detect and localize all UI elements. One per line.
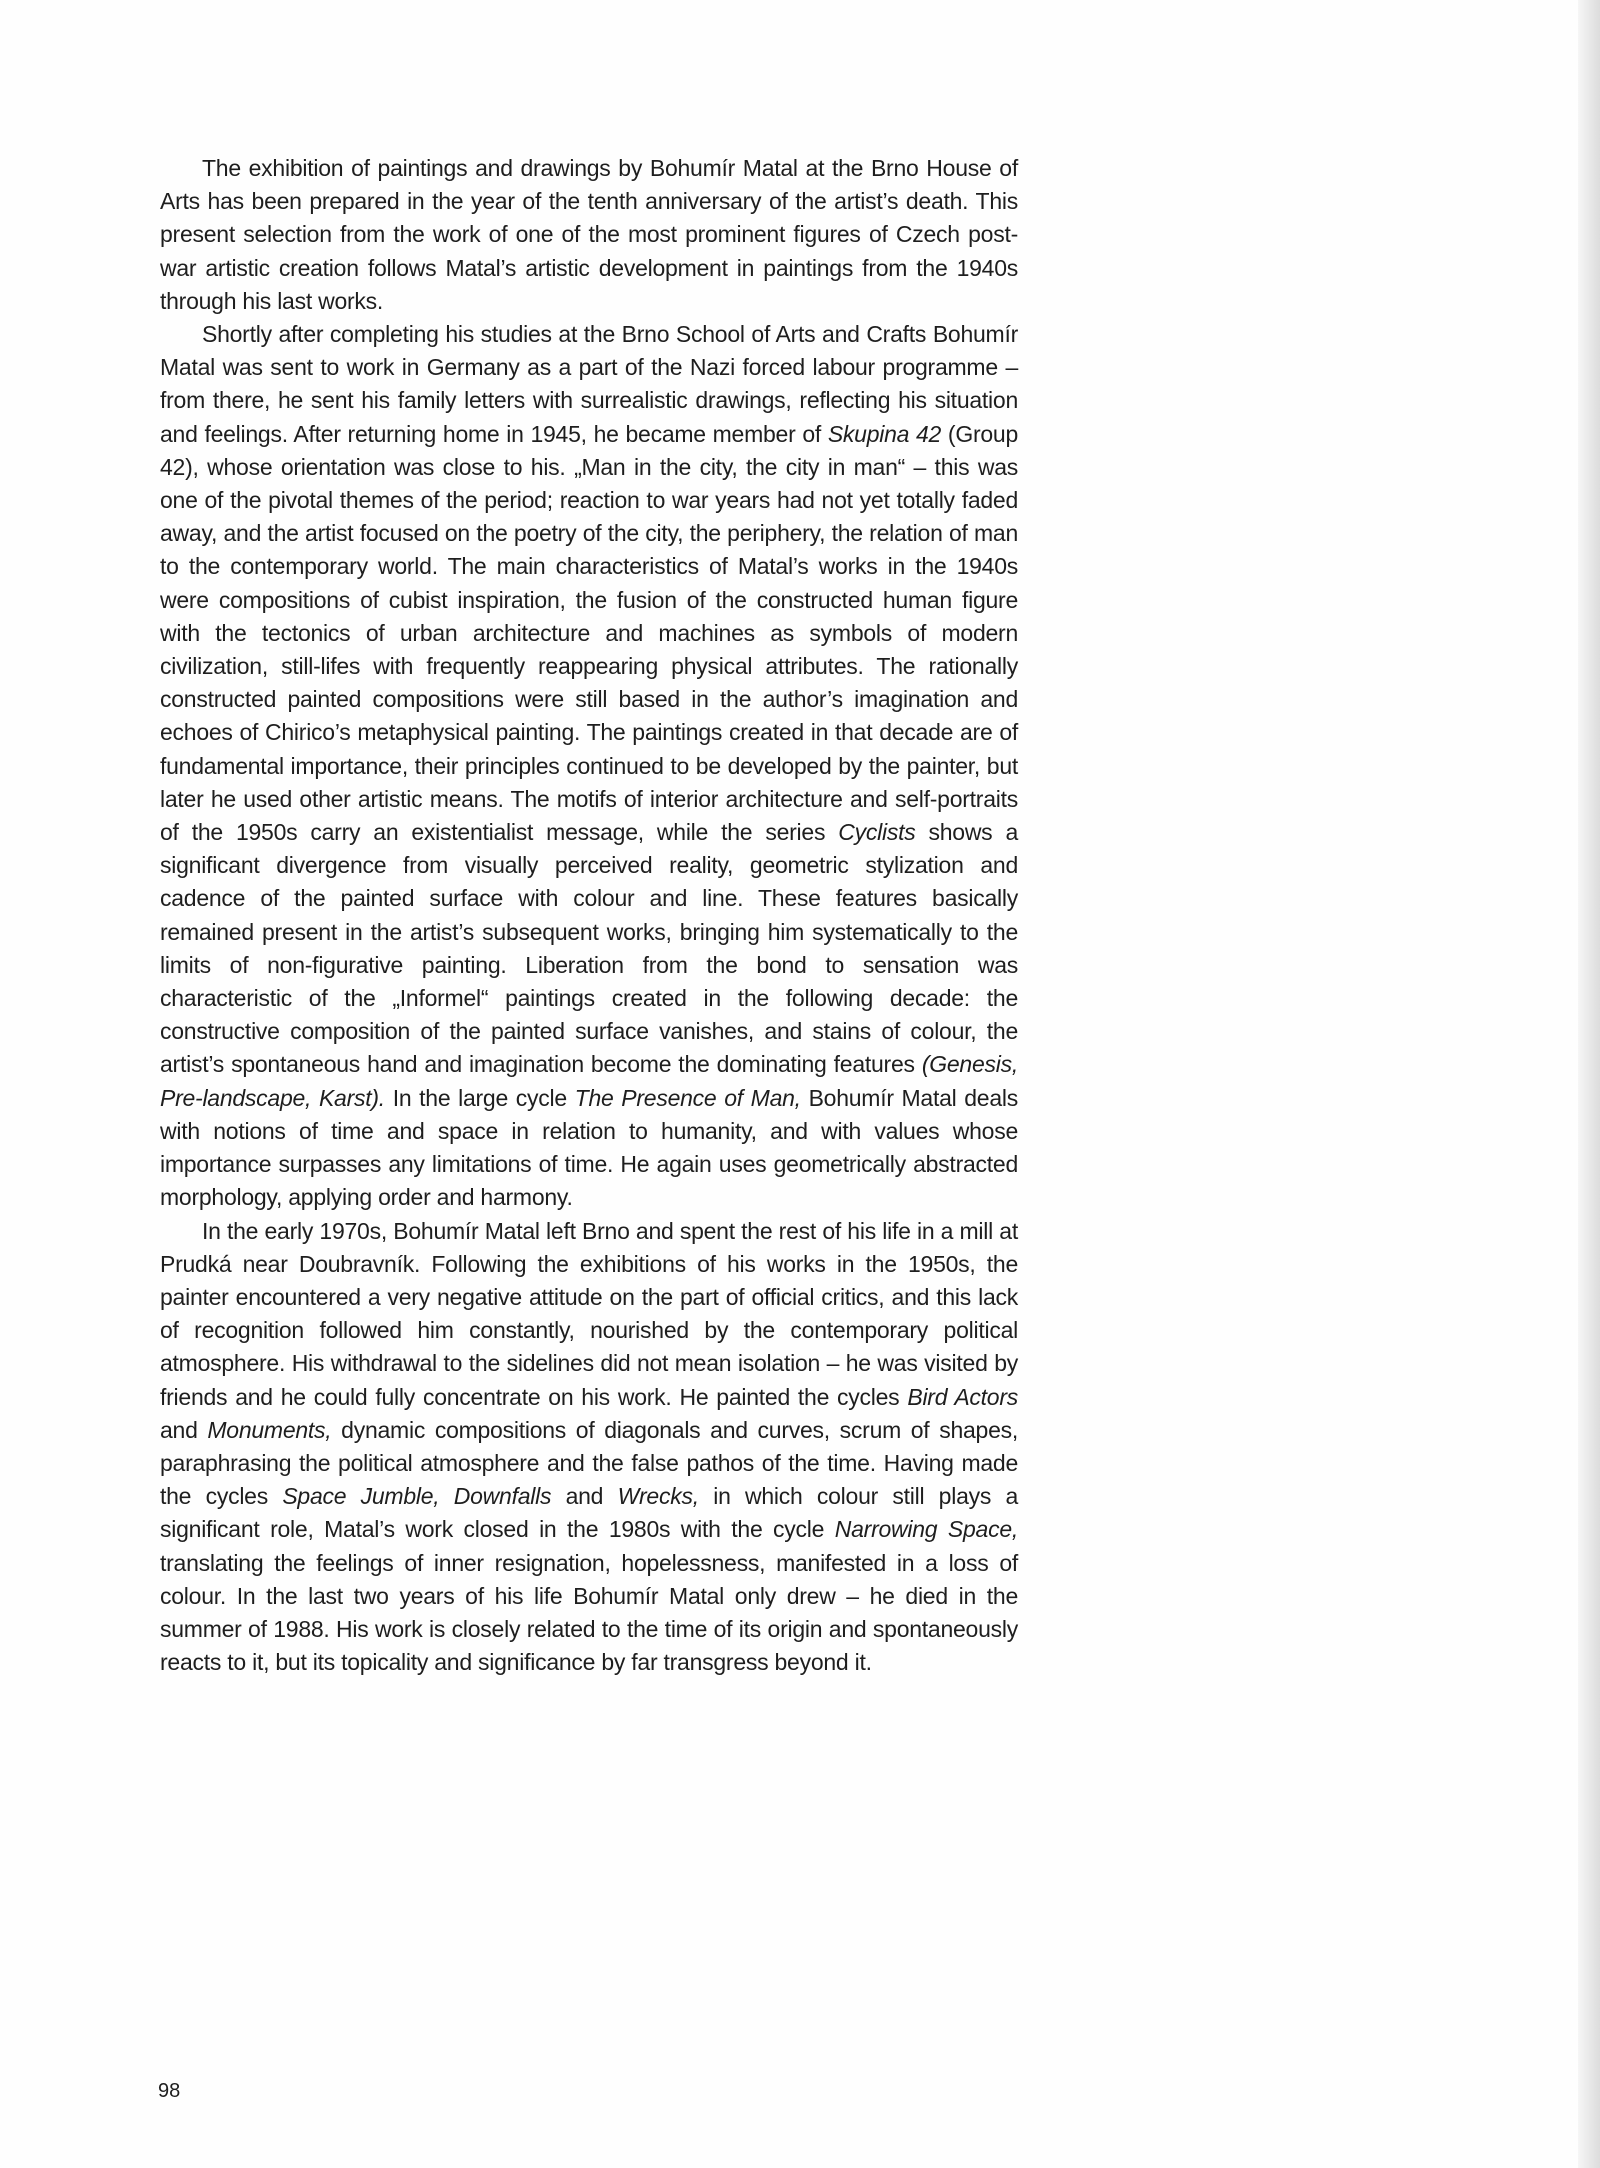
paragraph-3-text-f: translating the feelings of inner resignation, hopelessness, manifested in a loss of colour. In the last two years of his life Bohumír Matal only drew – he died in the summer of 1988. His work is closely related to the time of its origin and spontaneously reacts to it, but its topicality and significance by far transgress beyond it. [160,1549,1018,1676]
paragraph-2-text-a: Shortly after completing his studies at the Brno School of Arts and Crafts Bohumír Matal was sent to work in Germany as a part of the Nazi forced labour programme – from there, he sent his family letters with surrealistic drawings, reflecting his situation and feelings. After returning home in 1945, he became member of [160,321,1018,447]
title-skupina-42: Skupina 42 [827,420,942,447]
paragraph-2-text-b: (Group 42), whose orientation was close to his. „Man in the city, the city in man“ – this was one of the pivotal themes of the period; reaction to war years had not yet totally faded away, and the artist focused on the poetry of the city, the periphery, the relation of man to the contemporary world. The main characteristics of Matal’s works in the 1940s were compositions of cubist inspiration, the fusion of the constructed human figure with the tectonics of urban architecture and machines as symbols of modern civilization, still-lifes with frequently reappearing physical attributes. The rationally constructed painted compositions were still based in the author’s imagination and echoes of Chirico’s metaphysical painting. The paintings created in that decade are of fundamental importance, their principles continued to be developed by the painter, but later he used other artistic means. The motifs of interior architecture and self-portraits of the 1950s carry an existentialist message, while the series [160,420,1019,846]
title-bird-actors: Bird Actors [907,1383,1019,1410]
page-number: 98 [158,2080,181,2102]
paragraph-3-text-b: and [160,1416,208,1443]
body-text [160,152,1018,1679]
title-narrowing-space: Narrowing Space, [834,1516,1018,1543]
paragraph-2 [160,318,1018,1214]
paragraph-1-text: The exhibition of paintings and drawings by Bohumír Matal at the Brno House of Arts has been prepared in the year of the tenth anniversary of the artist’s death. This present selection from the work of one of the most prominent figures of Czech post-war artistic creation follows Matal’s artistic development in paintings from the 1940s through his last works. [160,155,1018,314]
title-presence-of-man: The Presence of Man, [574,1084,801,1111]
title-wrecks: Wrecks, [617,1483,699,1510]
paragraph-2-text-d: In the large cycle [384,1084,575,1111]
title-cyclists: Cyclists [838,819,916,846]
paragraph-1 [160,152,1018,318]
page-edge-shadow [1578,0,1600,2168]
title-space-jumble-downfalls: Space Jumble, Downfalls [282,1483,552,1510]
paragraph-3 [160,1215,1018,1680]
paragraph-2-text-e: Bohumír Matal deals with notions of time and space in relation to humanity, and with values whose importance surpasses any limitations of time. He again uses geometrically abstracted morphology, applying order and harmony. [160,1084,1018,1211]
paragraph-2-text-c: shows a significant divergence from visually perceived reality, geometric stylization and cadence of the painted surface with colour and line. These features basically remained present in the artist’s subsequent works, bringing him systematically to the limits of non-figurative painting. Liberation from the bond to sensation was characteristic of the „Informel“ paintings created in the following decade: the constructive composition of the painted surface vanishes, and stains of colour, the artist’s spontaneous hand and imagination become the dominating features [160,819,1018,1078]
title-monuments: Monuments, [207,1416,332,1443]
paragraph-3-text-d: and [551,1483,618,1510]
paragraph-3-text-c: dynamic compositions of diagonals and curves, scrum of shapes, paraphrasing the political atmosphere and the false pathos of the time. Having made the cycles [160,1416,1019,1510]
paragraph-3-text-a: In the early 1970s, Bohumír Matal left Brno and spent the rest of his life in a mill at Prudká near Doubravník. Following the exhibitions of his works in the 1950s, the painter encountered a very negative attitude on the part of official critics, and this lack of recognition followed him constantly, nourished by the contemporary political atmosphere. His withdrawal to the sidelines did not mean isolation – he was visited by friends and he could fully concentrate on his work. He painted the cycles [160,1217,1018,1410]
paragraph-3-text-e: in which colour still plays a significant role, Matal’s work closed in the 1980s with the cycle [160,1483,1019,1543]
title-genesis-group: (Genesis, Pre-landscape, Karst). [160,1051,1018,1111]
